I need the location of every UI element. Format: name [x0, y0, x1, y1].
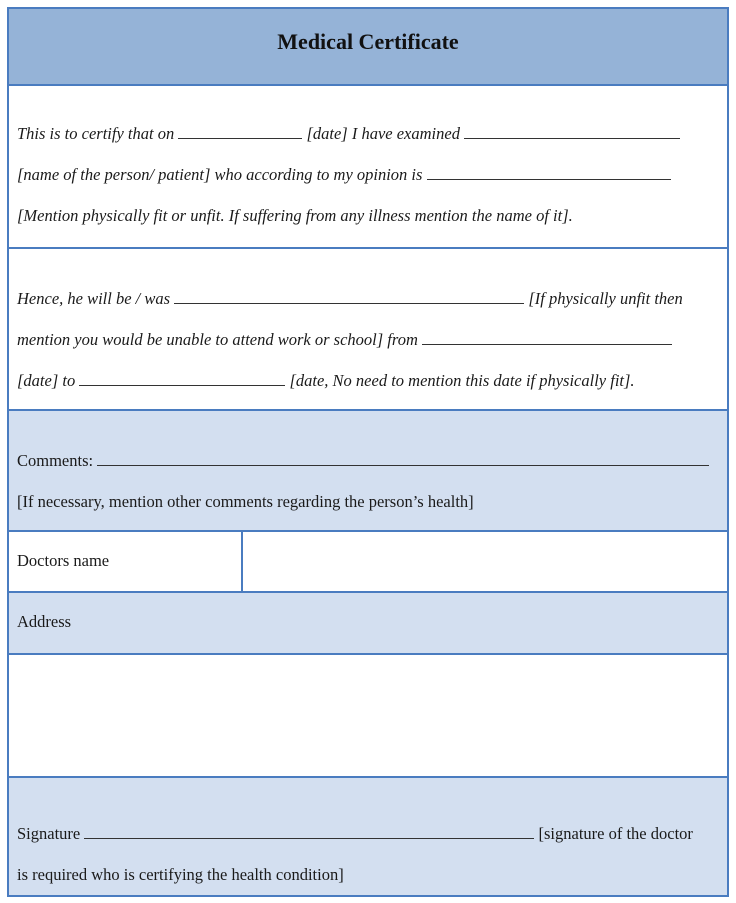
comments-field[interactable] — [97, 451, 709, 466]
to-date-hint-text: [date, No need to mention this date if physically fit]. — [289, 371, 635, 390]
signature-field[interactable] — [84, 824, 534, 839]
comments-section — [9, 411, 727, 532]
to-date-field[interactable] — [79, 371, 285, 386]
from-date-field[interactable] — [422, 330, 672, 345]
absence-section — [9, 249, 727, 411]
absence-line-2 — [17, 330, 719, 350]
doctor-name-label: Doctors name — [17, 551, 110, 570]
absence-line-1 — [17, 289, 719, 309]
doctor-name-field[interactable] — [243, 532, 727, 591]
comments-line — [17, 451, 719, 471]
address-field[interactable] — [9, 655, 727, 778]
unfit-hint-text: [If physically unfit then — [528, 289, 683, 308]
certify-line-3 — [17, 206, 719, 226]
date-to-text: [date] to — [17, 371, 76, 390]
fitness-status-field[interactable] — [174, 289, 524, 304]
signature-hint-1: [signature of the doctor — [538, 824, 693, 843]
doctor-section — [9, 532, 727, 593]
unable-attend-text: mention you would be unable to attend work or school] from — [17, 330, 418, 349]
signature-line-2 — [17, 865, 719, 885]
signature-label: Signature — [17, 824, 81, 843]
absence-line-3 — [17, 371, 719, 391]
comments-hint-line — [17, 492, 719, 512]
signature-line-1 — [17, 824, 719, 844]
fitness-opinion-field[interactable] — [427, 165, 671, 180]
examined-text: [date] I have examined — [306, 124, 460, 143]
form-header — [9, 9, 727, 86]
certify-section — [9, 86, 727, 249]
signature-hint-2: is required who is certifying the health condition] — [17, 865, 344, 884]
certify-line-2 — [17, 165, 719, 185]
comments-label: Comments: — [17, 451, 94, 470]
fitness-instruction-text: [Mention physically fit or unfit. If suffering from any illness mention the name of it]. — [17, 206, 573, 225]
form-title: Medical Certificate — [277, 29, 459, 54]
medical-certificate-form — [7, 7, 729, 897]
hence-text: Hence, he will be / was — [17, 289, 171, 308]
patient-name-field[interactable] — [464, 124, 680, 139]
certify-line-1 — [17, 124, 719, 144]
comments-hint: [If necessary, mention other comments regarding the person’s health] — [17, 492, 474, 511]
patient-opinion-text: [name of the person/ patient] who according to my opinion is — [17, 165, 423, 184]
certify-intro-text: This is to certify that on — [17, 124, 175, 143]
address-label: Address — [17, 612, 72, 631]
exam-date-field[interactable] — [178, 124, 302, 139]
address-section — [9, 593, 727, 655]
signature-section — [9, 778, 727, 895]
